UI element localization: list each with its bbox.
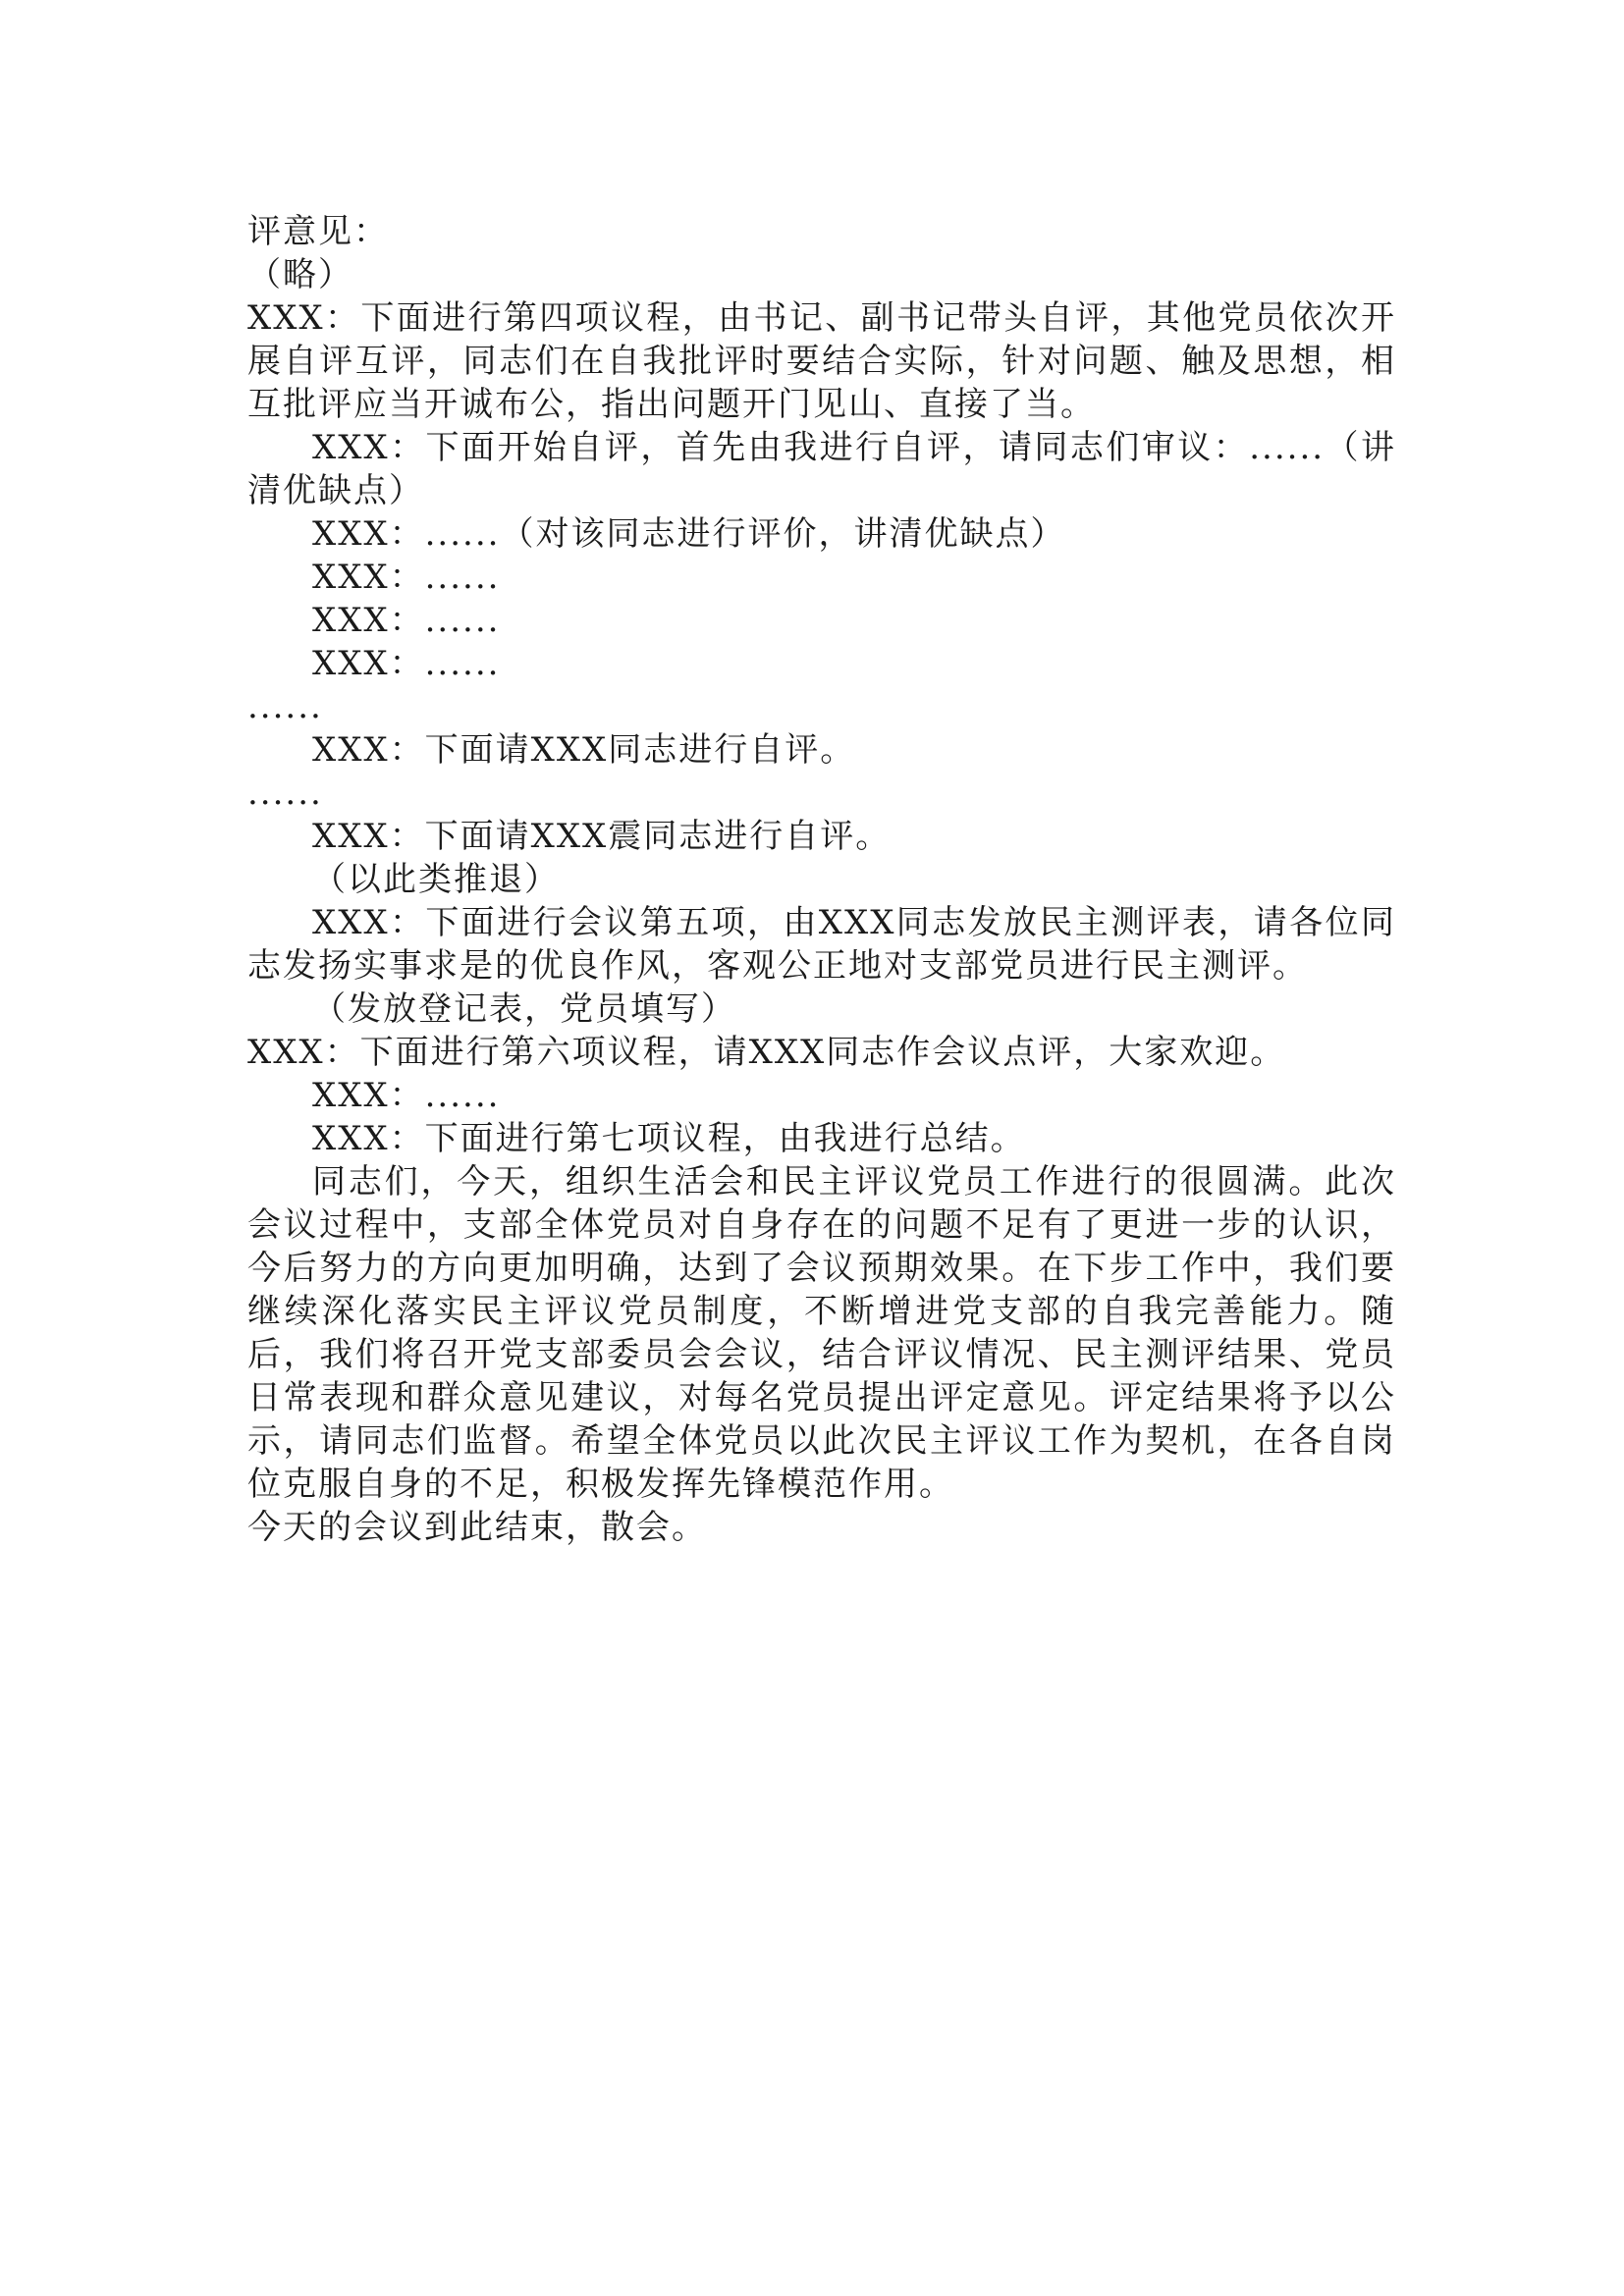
paragraph-summary: 同志们，今天，组织生活会和民主评议党员工作进行的很圆满。此次会议过程中，支部全体党员对自身存在的问题不足有了更进一步的认识，今后努力的方向更加明确，达到了会议预期效果。在下步工作中，我们要继续深化落实民主评议党员制度，不断增进党支部的自我完善能力。随后，我们将召开党支部委员会会议，结合评议情况、民主测评结果、党员日常表现和群众意见建议，对每名党员提出评定意见。评定结果将予以公示，请同志们监督。希望全体党员以此次民主评议工作为契机，在各自岗位克服自身的不足，积极发挥先锋模范作用。 xyxy=(247,1162,1396,1504)
paragraph-distribute-forms: （发放登记表，党员填写） xyxy=(312,989,736,1029)
paragraph-and-so-on: （以此类推退） xyxy=(312,860,560,899)
paragraph-evaluation-label: 评意见： xyxy=(247,212,389,251)
paragraph-next-self-evaluation-2: XXX：下面请XXX震同志进行自评。 xyxy=(312,817,892,856)
paragraph-speaker-placeholder-4: XXX：...... xyxy=(312,1076,501,1115)
paragraph-self-evaluation-start: XXX：下面开始自评，首先由我进行自评，请同志们审议：......（讲清优缺点） xyxy=(247,428,1396,510)
document-body xyxy=(247,210,1396,1549)
paragraph-speaker-placeholder-2: XXX：...... xyxy=(312,601,501,640)
paragraph-next-self-evaluation: XXX：下面请XXX同志进行自评。 xyxy=(312,730,856,770)
paragraph-agenda-item-7: XXX：下面进行第七项议程，由我进行总结。 xyxy=(312,1119,1026,1158)
paragraph-omitted-note: （略） xyxy=(247,255,353,294)
paragraph-speaker-placeholder-3: XXX：...... xyxy=(312,644,501,683)
paragraph-ellipsis-2: ...... xyxy=(247,774,323,813)
paragraph-agenda-item-6: XXX：下面进行第六项议程，请XXX同志作会议点评，大家欢迎。 xyxy=(247,1033,1286,1072)
paragraph-speaker-placeholder-1: XXX：...... xyxy=(312,558,501,597)
paragraph-ellipsis-1: ...... xyxy=(247,687,323,726)
paragraph-agenda-item-5: XXX：下面进行会议第五项，由XXX同志发放民主测评表，请各位同志发扬实事求是的优良作风，客观公正地对支部党员进行民主测评。 xyxy=(247,903,1396,986)
paragraph-agenda-item-4: XXX：下面进行第四项议程，由书记、副书记带头自评，其他党员依次开展自评互评，同志们在自我批评时要结合实际，针对问题、触及思想，相互批评应当开诚布公，指出问题开门见山、直接了当。 xyxy=(247,298,1396,424)
paragraph-closing: 今天的会议到此结束，散会。 xyxy=(247,1508,707,1547)
paragraph-peer-evaluation: XXX：......（对该同志进行评价，讲清优缺点） xyxy=(312,514,1066,554)
